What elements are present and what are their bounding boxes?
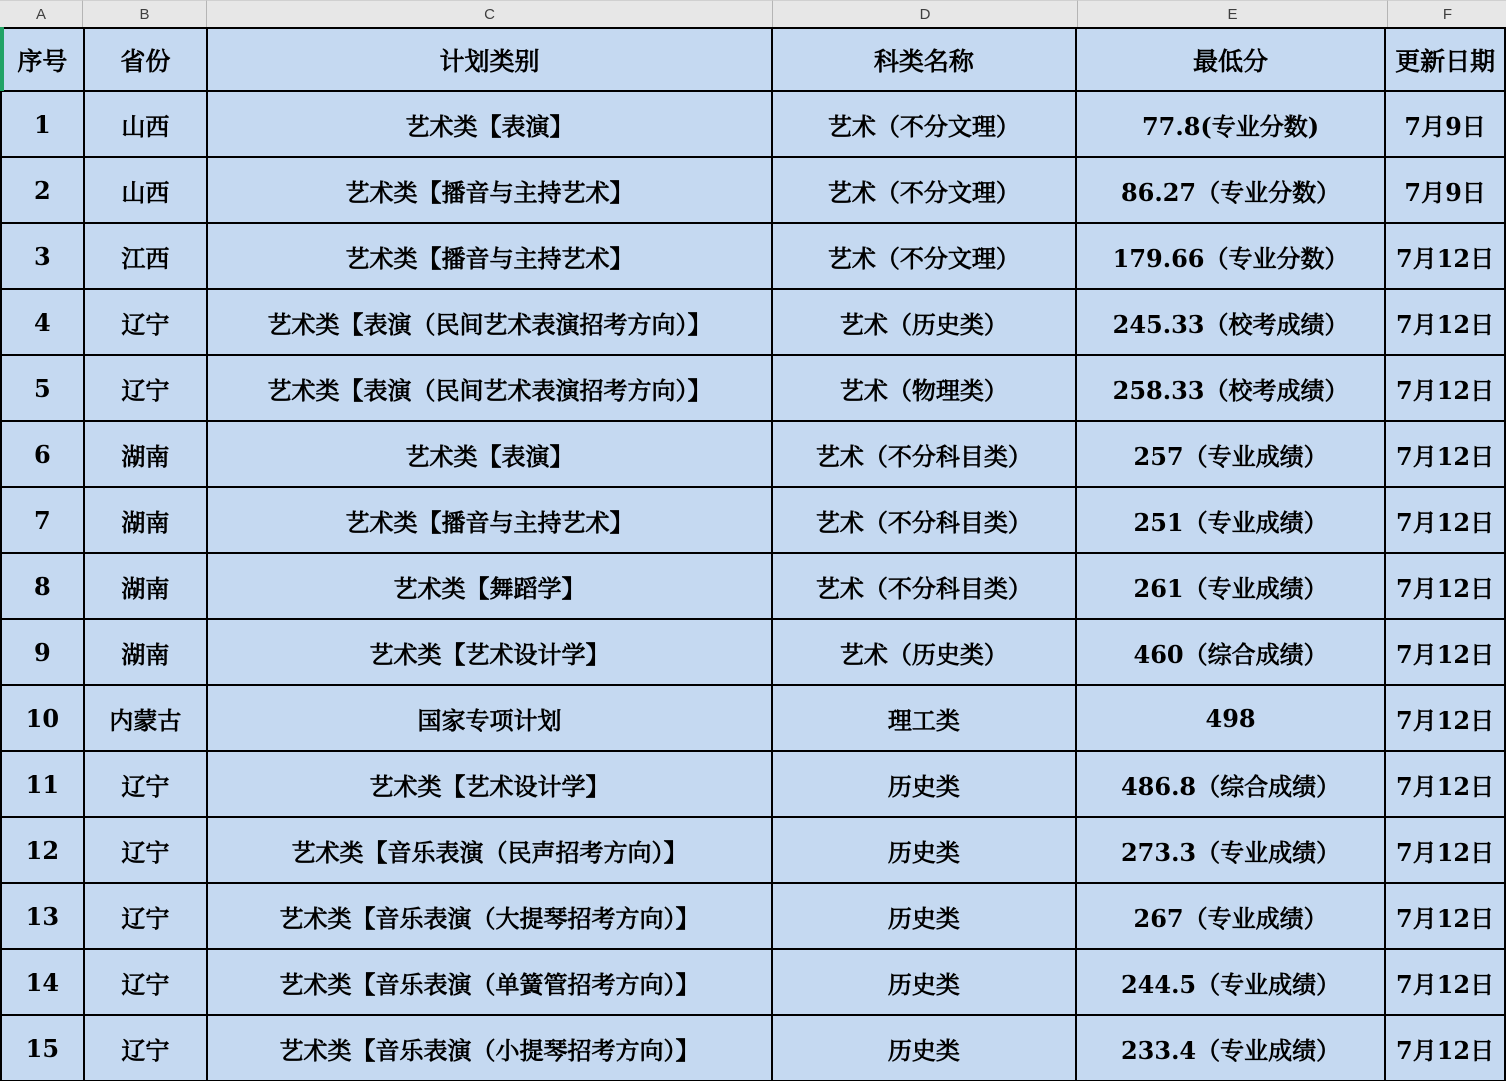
cell-province[interactable]: 湖南 [84,487,207,553]
cell-province[interactable]: 江西 [84,223,207,289]
cell-subject-category[interactable]: 艺术（不分科目类） [772,487,1076,553]
cell-min-score[interactable]: 257（专业成绩） [1076,421,1385,487]
cell-plan-category[interactable]: 艺术类【艺术设计学】 [207,619,772,685]
cell-min-score[interactable]: 251（专业成绩） [1076,487,1385,553]
cell-province[interactable]: 辽宁 [84,289,207,355]
cell-province[interactable]: 内蒙古 [84,685,207,751]
cell-update-date[interactable]: 7月12日 [1385,883,1505,949]
cell-min-score[interactable]: 258.33（校考成绩） [1076,355,1385,421]
cell-min-score[interactable]: 460（综合成绩） [1076,619,1385,685]
cell-update-date[interactable]: 7月12日 [1385,289,1505,355]
header-cell-subject-category[interactable]: 科类名称 [772,28,1076,91]
cell-update-date[interactable]: 7月12日 [1385,619,1505,685]
cell-plan-category[interactable]: 艺术类【艺术设计学】 [207,751,772,817]
cell-min-score[interactable]: 498 [1076,685,1385,751]
cell-serial[interactable]: 15 [1,1015,84,1081]
cell-plan-category[interactable]: 艺术类【音乐表演（大提琴招考方向）】 [207,883,772,949]
cell-min-score[interactable]: 267（专业成绩） [1076,883,1385,949]
table-row [1,817,1505,883]
cell-update-date[interactable]: 7月9日 [1385,91,1505,157]
cell-plan-category[interactable]: 艺术类【表演】 [207,91,772,157]
table-row [1,619,1505,685]
header-cell-serial[interactable]: 序号 [1,28,84,91]
cell-province[interactable]: 辽宁 [84,949,207,1015]
cell-update-date[interactable]: 7月12日 [1385,487,1505,553]
cell-province[interactable]: 辽宁 [84,751,207,817]
header-cell-min-score[interactable]: 最低分 [1076,28,1385,91]
cell-update-date[interactable]: 7月12日 [1385,685,1505,751]
cell-serial[interactable]: 11 [1,751,84,817]
cell-subject-category[interactable]: 艺术（不分文理） [772,91,1076,157]
table-row [1,685,1505,751]
cell-serial[interactable]: 14 [1,949,84,1015]
cell-plan-category[interactable]: 艺术类【音乐表演（单簧管招考方向）】 [207,949,772,1015]
column-letter-b[interactable]: B [83,0,207,27]
cell-serial[interactable]: 10 [1,685,84,751]
table-row [1,949,1505,1015]
cell-plan-category[interactable]: 艺术类【播音与主持艺术】 [207,223,772,289]
cell-serial[interactable]: 12 [1,817,84,883]
table-row [1,223,1505,289]
cell-serial[interactable]: 2 [1,157,84,223]
results-table [0,27,1506,1081]
cell-province[interactable]: 辽宁 [84,883,207,949]
cell-update-date[interactable]: 7月12日 [1385,751,1505,817]
cell-min-score[interactable]: 233.4（专业成绩） [1076,1015,1385,1081]
table-row [1,751,1505,817]
cell-update-date[interactable]: 7月12日 [1385,817,1505,883]
cell-serial[interactable]: 8 [1,553,84,619]
cell-subject-category[interactable]: 艺术（不分文理） [772,157,1076,223]
column-letter-e[interactable]: E [1078,0,1388,27]
header-cell-province[interactable]: 省份 [84,28,207,91]
cell-min-score[interactable]: 261（专业成绩） [1076,553,1385,619]
cell-serial[interactable]: 4 [1,289,84,355]
table-row [1,487,1505,553]
cell-plan-category[interactable]: 国家专项计划 [207,685,772,751]
cell-plan-category[interactable]: 艺术类【音乐表演（小提琴招考方向）】 [207,1015,772,1081]
column-letter-a[interactable]: A [0,0,83,27]
header-cell-update-date[interactable]: 更新日期 [1385,28,1505,91]
row-select-accent [0,27,4,91]
cell-min-score[interactable]: 244.5（专业成绩） [1076,949,1385,1015]
cell-update-date[interactable]: 7月12日 [1385,355,1505,421]
table-row [1,157,1505,223]
cell-serial[interactable]: 7 [1,487,84,553]
cell-subject-category[interactable]: 历史类 [772,949,1076,1015]
cell-subject-category[interactable]: 艺术（历史类） [772,619,1076,685]
cell-subject-category[interactable]: 艺术（历史类） [772,289,1076,355]
table-row [1,553,1505,619]
cell-province[interactable]: 山西 [84,157,207,223]
column-letter-c[interactable]: C [207,0,773,27]
cell-serial[interactable]: 3 [1,223,84,289]
cell-plan-category[interactable]: 艺术类【播音与主持艺术】 [207,157,772,223]
cell-subject-category[interactable]: 艺术（不分科目类） [772,421,1076,487]
cell-subject-category[interactable]: 理工类 [772,685,1076,751]
cell-min-score[interactable]: 245.33（校考成绩） [1076,289,1385,355]
table-row [1,91,1505,157]
cell-plan-category[interactable]: 艺术类【音乐表演（民声招考方向）】 [207,817,772,883]
cell-serial[interactable]: 5 [1,355,84,421]
cell-province[interactable]: 辽宁 [84,817,207,883]
table-row [1,421,1505,487]
cell-min-score[interactable]: 86.27（专业分数） [1076,157,1385,223]
cell-min-score[interactable]: 77.8(专业分数) [1076,91,1385,157]
cell-province[interactable]: 湖南 [84,619,207,685]
cell-serial[interactable]: 6 [1,421,84,487]
header-cell-plan-category[interactable]: 计划类别 [207,28,772,91]
cell-update-date[interactable]: 7月12日 [1385,223,1505,289]
cell-province[interactable]: 辽宁 [84,1015,207,1081]
cell-province[interactable]: 湖南 [84,553,207,619]
column-letter-d[interactable]: D [773,0,1078,27]
cell-plan-category[interactable]: 艺术类【舞蹈学】 [207,553,772,619]
cell-plan-category[interactable]: 艺术类【表演（民间艺术表演招考方向）】 [207,289,772,355]
cell-subject-category[interactable]: 历史类 [772,817,1076,883]
cell-subject-category[interactable]: 历史类 [772,751,1076,817]
cell-subject-category[interactable]: 艺术（物理类） [772,355,1076,421]
cell-province[interactable]: 湖南 [84,421,207,487]
column-letter-f[interactable]: F [1388,0,1506,27]
column-header-strip [0,0,1506,27]
cell-serial[interactable]: 1 [1,91,84,157]
cell-plan-category[interactable]: 艺术类【播音与主持艺术】 [207,487,772,553]
cell-serial[interactable]: 9 [1,619,84,685]
cell-update-date[interactable]: 7月12日 [1385,949,1505,1015]
cell-update-date[interactable]: 7月12日 [1385,1015,1505,1081]
table-row [1,289,1505,355]
cell-subject-category[interactable]: 历史类 [772,1015,1076,1081]
cell-update-date[interactable]: 7月12日 [1385,553,1505,619]
cell-subject-category[interactable]: 艺术（不分科目类） [772,553,1076,619]
cell-min-score[interactable]: 273.3（专业成绩） [1076,817,1385,883]
cell-update-date[interactable]: 7月9日 [1385,157,1505,223]
cell-province[interactable]: 山西 [84,91,207,157]
table-row [1,883,1505,949]
cell-min-score[interactable]: 486.8（综合成绩） [1076,751,1385,817]
cell-serial[interactable]: 13 [1,883,84,949]
cell-plan-category[interactable]: 艺术类【表演（民间艺术表演招考方向）】 [207,355,772,421]
cell-min-score[interactable]: 179.66（专业分数） [1076,223,1385,289]
cell-update-date[interactable]: 7月12日 [1385,421,1505,487]
cell-subject-category[interactable]: 历史类 [772,883,1076,949]
header-row [1,28,1505,91]
cell-plan-category[interactable]: 艺术类【表演】 [207,421,772,487]
table-row [1,1015,1505,1081]
table-row [1,355,1505,421]
cell-subject-category[interactable]: 艺术（不分文理） [772,223,1076,289]
cell-province[interactable]: 辽宁 [84,355,207,421]
